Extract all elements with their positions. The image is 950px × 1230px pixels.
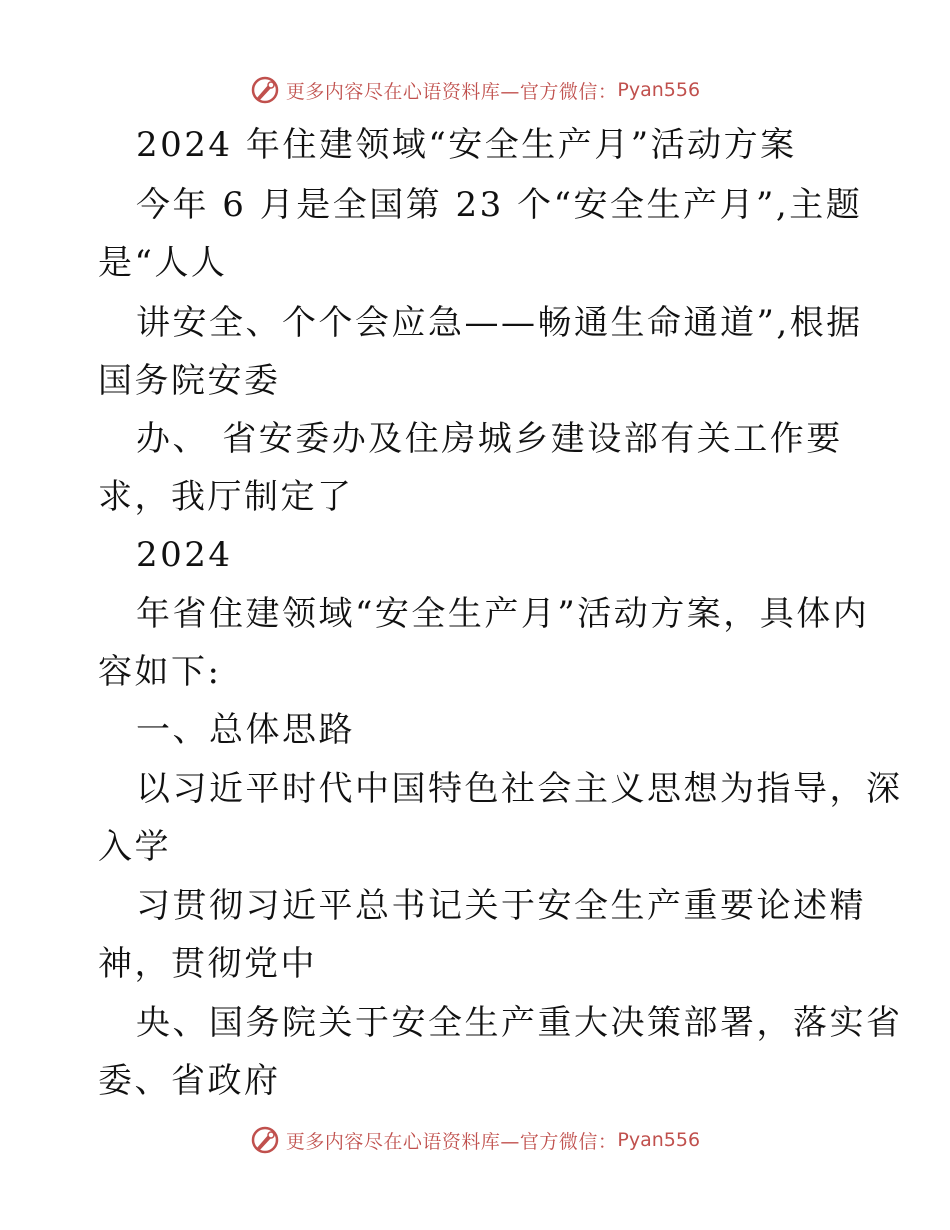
banner-text: 更多内容尽在心语资料库—官方微信：: [285, 1130, 618, 1153]
text-line: 今年 6 月是全国第 23 个“安全生产月”,主题: [136, 185, 863, 225]
banner-wechat-id: Pyan556: [617, 1129, 701, 1151]
text-line: 讲安全、个个会应急——畅通生命通道”,根据: [136, 303, 863, 343]
text-line: 神，贯彻党中: [98, 944, 317, 984]
banner-wechat-id: Pyan556: [617, 79, 701, 101]
text-line: 委、省政府: [98, 1061, 281, 1101]
text-line: 2024: [136, 535, 233, 575]
text-line: 是“人人: [98, 243, 228, 283]
document-title: 2024 年住建领域“安全生产月”活动方案: [136, 125, 797, 165]
text-line: 办、 省安委办及住房城乡建设部有关工作要: [136, 419, 843, 459]
text-line: 以习近平时代中国特色社会主义思想为指导，深: [136, 769, 903, 809]
banner-text: 更多内容尽在心语资料库—官方微信：: [285, 80, 618, 103]
text-line: 求，我厅制定了: [98, 477, 354, 517]
text-line: 入学: [98, 827, 171, 867]
text-line: 习贯彻习近平总书记关于安全生产重要论述精: [136, 886, 866, 926]
section-heading: 一、总体思路: [136, 710, 355, 750]
text-line: 容如下:: [98, 652, 222, 692]
text-line: 央、国务院关于安全生产重大决策部署，落实省: [136, 1003, 903, 1043]
text-line: 国务院安委: [98, 361, 281, 401]
pen-logo-icon: [250, 1125, 280, 1155]
text-line: 年省住建领域“安全生产月”活动方案，具体内: [136, 594, 870, 634]
footer-banner: [0, 1120, 950, 1160]
